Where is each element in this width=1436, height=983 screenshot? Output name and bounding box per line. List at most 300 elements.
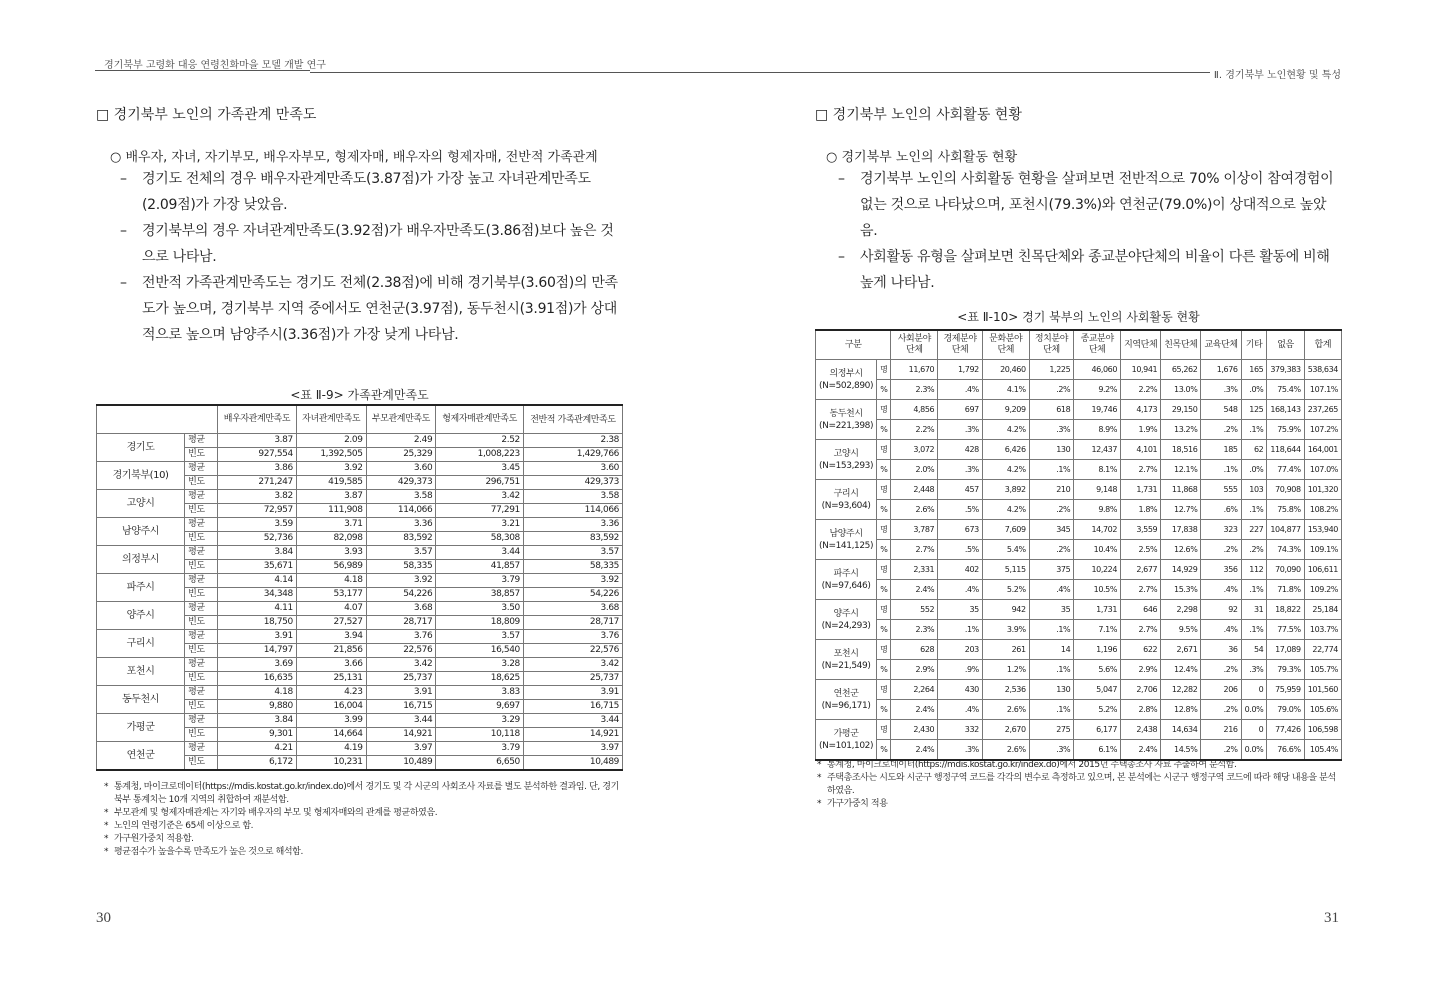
value-cell: 2.7% — [1121, 620, 1161, 640]
value-cell: 28,717 — [523, 616, 622, 630]
left-item-text: 전반적 가족관계만족도는 경기도 전체(2.38점)에 비해 경기북부(3.60점)의 만족도가 높으며, 경기북부 지역 중에서도 연천군(3.97점), 동두천시(3.91점)가 상대적으로 높으며 남양주시(3.36점)가 가장 낮게 나타남. — [142, 275, 618, 343]
value-cell: 261 — [982, 640, 1029, 660]
value-cell: 18,750 — [218, 616, 297, 630]
value-cell: 3.9% — [982, 620, 1029, 640]
col-header: 전반적 가족관계만족도 — [523, 405, 622, 434]
value-cell: 3,072 — [891, 440, 938, 460]
metric-cell: 평균 — [185, 462, 218, 476]
region-n: (N=141,125) — [819, 540, 874, 551]
value-cell: 3.59 — [218, 518, 297, 532]
value-cell: 210 — [1029, 480, 1074, 500]
value-cell: 9,148 — [1074, 480, 1121, 500]
value-cell: 3.76 — [523, 630, 622, 644]
value-cell: 4.07 — [296, 602, 366, 616]
value-cell: 112 — [1241, 560, 1267, 580]
value-cell: 3.44 — [436, 546, 524, 560]
value-cell: 75,959 — [1267, 680, 1304, 700]
value-cell: 103 — [1241, 480, 1267, 500]
region-cell: 양주시 — [97, 602, 185, 630]
region-cell: 가평군 — [97, 714, 185, 742]
value-cell: 14,921 — [523, 728, 622, 742]
value-cell: 2.4% — [891, 580, 938, 600]
value-cell: 20,460 — [982, 360, 1029, 380]
value-cell: 3,892 — [982, 480, 1029, 500]
value-cell: 2,671 — [1161, 640, 1201, 660]
header-rule-left — [95, 70, 310, 71]
region-n: (N=153,293) — [819, 460, 874, 471]
col-header: 형제자매관계만족도 — [436, 405, 524, 434]
value-cell: 65,262 — [1161, 360, 1201, 380]
value-cell: 2.0% — [891, 460, 938, 480]
metric-cell: 빈도 — [185, 504, 218, 518]
region-n: (N=97,646) — [821, 580, 871, 591]
value-cell: 2,677 — [1121, 560, 1161, 580]
col-header: 사회분야 단체 — [891, 330, 938, 360]
value-cell: 323 — [1201, 520, 1241, 540]
table-row — [816, 660, 1342, 680]
value-cell: 3.84 — [218, 546, 297, 560]
value-cell: 2,331 — [891, 560, 938, 580]
value-cell: 3.58 — [523, 490, 622, 504]
page-number-right: 31 — [1324, 910, 1339, 926]
table-row — [816, 360, 1342, 380]
value-cell: .6% — [1201, 500, 1241, 520]
running-header-left: 경기북부 고령화 대응 연령친화마을 모델 개발 연구 — [104, 60, 326, 71]
social-activity-table — [815, 329, 1342, 761]
col-header: 기타 — [1241, 330, 1267, 360]
value-cell: 1,225 — [1029, 360, 1074, 380]
metric-cell: 평균 — [185, 434, 218, 448]
metric-cell: 빈도 — [185, 756, 218, 771]
note: * 평균점수가 높을수록 만족도가 높은 것으로 해석함. — [104, 847, 303, 857]
value-cell: 12,282 — [1161, 680, 1201, 700]
value-cell: 618 — [1029, 400, 1074, 420]
unit-cell: % — [877, 580, 891, 600]
unit-cell: 명 — [877, 640, 891, 660]
value-cell: 1,196 — [1074, 640, 1121, 660]
value-cell: 4.2% — [982, 460, 1029, 480]
value-cell: 54 — [1241, 640, 1267, 660]
col-header: 정치분야 단체 — [1029, 330, 1074, 360]
region-cell: 고양시 — [97, 490, 185, 518]
value-cell: 3.71 — [296, 518, 366, 532]
value-cell: 673 — [938, 520, 983, 540]
value-cell: 5.2% — [1074, 700, 1121, 720]
value-cell: 4.23 — [296, 686, 366, 700]
value-cell: .1% — [1029, 620, 1074, 640]
region-n: (N=221,398) — [819, 420, 874, 431]
value-cell: 58,308 — [436, 532, 524, 546]
value-cell: .2% — [1029, 540, 1074, 560]
value-cell: 25,737 — [523, 672, 622, 686]
region-cell: 포천시 — [97, 658, 185, 686]
region-cell: 남양주시 — [97, 518, 185, 546]
unit-cell: % — [877, 540, 891, 560]
value-cell: 6,172 — [218, 756, 297, 771]
value-cell: 3.97 — [523, 742, 622, 756]
region-name: 파주시 — [833, 568, 859, 579]
value-cell: 22,774 — [1304, 640, 1341, 660]
value-cell: 1.2% — [982, 660, 1029, 680]
value-cell: 3.82 — [218, 490, 297, 504]
right-bullet: ○ 경기북부 노인의 사회활동 현황 — [826, 150, 1018, 165]
region-name: 의정부시 — [829, 368, 863, 379]
value-cell: 29,150 — [1161, 400, 1201, 420]
value-cell: 1,429,766 — [523, 448, 622, 462]
value-cell: 628 — [891, 640, 938, 660]
value-cell: 2.7% — [1121, 580, 1161, 600]
value-cell: 2.49 — [366, 434, 436, 448]
value-cell: 419,585 — [296, 476, 366, 490]
value-cell: 31 — [1241, 600, 1267, 620]
region-n: (N=96,171) — [821, 700, 871, 711]
value-cell: 379,383 — [1267, 360, 1304, 380]
value-cell: 345 — [1029, 520, 1074, 540]
value-cell: .2% — [1201, 660, 1241, 680]
value-cell: 206 — [1201, 680, 1241, 700]
value-cell: 16,540 — [436, 644, 524, 658]
value-cell: 101,560 — [1304, 680, 1341, 700]
value-cell: .2% — [1201, 540, 1241, 560]
value-cell: 2.4% — [891, 700, 938, 720]
value-cell: 71.8% — [1267, 580, 1304, 600]
value-cell: 14,929 — [1161, 560, 1201, 580]
value-cell: 4.1% — [982, 380, 1029, 400]
value-cell: 107.1% — [1304, 380, 1341, 400]
value-cell: 3.79 — [436, 574, 524, 588]
value-cell: 3.93 — [296, 546, 366, 560]
value-cell: 3.83 — [436, 686, 524, 700]
value-cell: 15.3% — [1161, 580, 1201, 600]
value-cell: 4.2% — [982, 420, 1029, 440]
left-item-text: 경기북부의 경우 자녀관계만족도(3.92점)가 배우자만족도(3.86점)보다 높은 것으로 나타남. — [142, 223, 614, 265]
value-cell: 153,940 — [1304, 520, 1341, 540]
value-cell: 9.2% — [1074, 380, 1121, 400]
unit-cell: 명 — [877, 680, 891, 700]
value-cell: 77,426 — [1267, 720, 1304, 740]
value-cell: 375 — [1029, 560, 1074, 580]
table-row — [816, 420, 1342, 440]
value-cell: 58,335 — [366, 560, 436, 574]
value-cell: 5,115 — [982, 560, 1029, 580]
value-cell: .3% — [1241, 660, 1267, 680]
col-header: 친목단체 — [1161, 330, 1201, 360]
value-cell: 105.7% — [1304, 660, 1341, 680]
value-cell: 1.9% — [1121, 420, 1161, 440]
value-cell: 3.91 — [366, 686, 436, 700]
value-cell: 6,650 — [436, 756, 524, 771]
value-cell: 3.60 — [366, 462, 436, 476]
value-cell: 3.29 — [436, 714, 524, 728]
region-n: (N=93,604) — [821, 500, 871, 511]
value-cell: .2% — [1029, 500, 1074, 520]
value-cell: .1% — [1241, 420, 1267, 440]
value-cell: 457 — [938, 480, 983, 500]
value-cell: 1,792 — [938, 360, 983, 380]
right-item-text: 경기북부 노인의 사회활동 현황을 살펴보면 전반적으로 70% 이상이 참여경험이 없는 것으로 나타났으며, 포천시(79.3%)와 연천군(79.0%)이 상대적으로 높았음. — [860, 171, 1334, 239]
col-header: 구분 — [816, 330, 891, 360]
left-section-title: □ 경기북부 노인의 가족관계 만족도 — [96, 107, 317, 123]
value-cell: 109.2% — [1304, 580, 1341, 600]
value-cell: .4% — [1029, 580, 1074, 600]
value-cell: 3.92 — [523, 574, 622, 588]
metric-cell: 빈도 — [185, 728, 218, 742]
metric-cell: 빈도 — [185, 672, 218, 686]
metric-cell: 평균 — [185, 518, 218, 532]
value-cell: 12.6% — [1161, 540, 1201, 560]
value-cell: 3,787 — [891, 520, 938, 540]
value-cell: .4% — [1201, 580, 1241, 600]
right-items — [838, 166, 1343, 296]
value-cell: .1% — [1029, 460, 1074, 480]
value-cell: 622 — [1121, 640, 1161, 660]
value-cell: 3.60 — [523, 462, 622, 476]
unit-cell: % — [877, 420, 891, 440]
region-name: 가평군 — [833, 728, 859, 739]
value-cell: 428 — [938, 440, 983, 460]
value-cell: 11,868 — [1161, 480, 1201, 500]
value-cell: 3.42 — [436, 490, 524, 504]
value-cell: 3.57 — [523, 546, 622, 560]
value-cell: 697 — [938, 400, 983, 420]
table-row — [97, 434, 623, 448]
unit-cell: % — [877, 460, 891, 480]
value-cell: 18,516 — [1161, 440, 1201, 460]
value-cell: 25,329 — [366, 448, 436, 462]
region-n: (N=21,549) — [821, 660, 871, 671]
unit-cell: % — [877, 500, 891, 520]
value-cell: 3.50 — [436, 602, 524, 616]
value-cell: 0 — [1241, 680, 1267, 700]
value-cell: 3.21 — [436, 518, 524, 532]
value-cell: 8.9% — [1074, 420, 1121, 440]
table-row — [816, 640, 1342, 660]
col-header: 교육단체 — [1201, 330, 1241, 360]
value-cell: 16,635 — [218, 672, 297, 686]
value-cell: 9.5% — [1161, 620, 1201, 640]
value-cell: 3.91 — [218, 630, 297, 644]
col-header: 없음 — [1267, 330, 1304, 360]
value-cell: 356 — [1201, 560, 1241, 580]
value-cell: 12.1% — [1161, 460, 1201, 480]
table-row — [97, 630, 623, 644]
value-cell: 14,664 — [296, 728, 366, 742]
value-cell: 27,527 — [296, 616, 366, 630]
value-cell: .4% — [938, 580, 983, 600]
col-header: 합계 — [1304, 330, 1341, 360]
value-cell: 35,671 — [218, 560, 297, 574]
left-notes — [104, 781, 624, 859]
value-cell: 17,838 — [1161, 520, 1201, 540]
value-cell: 79.3% — [1267, 660, 1304, 680]
value-cell: 70,090 — [1267, 560, 1304, 580]
value-cell: .1% — [1029, 700, 1074, 720]
unit-cell: 명 — [877, 600, 891, 620]
value-cell: 34,348 — [218, 588, 297, 602]
value-cell: 72,957 — [218, 504, 297, 518]
value-cell: 54,226 — [523, 588, 622, 602]
value-cell: 2.4% — [891, 740, 938, 761]
value-cell: 2.8% — [1121, 700, 1161, 720]
value-cell: 12.4% — [1161, 660, 1201, 680]
value-cell: .0% — [1241, 380, 1267, 400]
table-row — [97, 574, 623, 588]
value-cell: .5% — [938, 500, 983, 520]
region-name: 포천시 — [833, 648, 859, 659]
region-cell — [816, 400, 877, 440]
value-cell: 125 — [1241, 400, 1267, 420]
value-cell: 92 — [1201, 600, 1241, 620]
right-item: – 사회활동 유형을 살펴보면 친목단체와 종교분야단체의 비율이 다른 활동에 비해 높게 나타남. — [838, 249, 1330, 291]
value-cell: 2,536 — [982, 680, 1029, 700]
table-row — [97, 686, 623, 700]
value-cell: 296,751 — [436, 476, 524, 490]
left-item: – 경기도 전체의 경우 배우자관계만족도(3.87점)가 가장 높고 자녀관계만족도(2.09점)가 가장 낮았음. — [120, 171, 591, 213]
right-notes — [817, 759, 1342, 811]
value-cell: 9,209 — [982, 400, 1029, 420]
value-cell: 108.2% — [1304, 500, 1341, 520]
col-header: 부모관계만족도 — [366, 405, 436, 434]
table-row — [816, 380, 1342, 400]
value-cell: 75.9% — [1267, 420, 1304, 440]
note: * 주택총조사는 시도와 시군구 행정구역 코드를 각각의 변수로 측정하고 있으며, 본 분석에는 시군구 행정구역 코드에 따라 해당 내용을 분석하였음. — [817, 773, 1336, 796]
running-header-right: Ⅱ. 경기북부 노인현황 및 특성 — [1213, 70, 1341, 81]
value-cell: 106,611 — [1304, 560, 1341, 580]
value-cell: 8.1% — [1074, 460, 1121, 480]
value-cell: 13.2% — [1161, 420, 1201, 440]
value-cell: 106,598 — [1304, 720, 1341, 740]
note: * 부모관계 및 형제자매관계는 자기와 배우자의 부모 및 형제자매와의 관계를 평균하였음. — [104, 808, 438, 818]
metric-cell: 빈도 — [185, 560, 218, 574]
value-cell: 3.44 — [366, 714, 436, 728]
region-name: 남양주시 — [829, 528, 863, 539]
value-cell: 3,559 — [1121, 520, 1161, 540]
value-cell: 107.0% — [1304, 460, 1341, 480]
unit-cell: % — [877, 620, 891, 640]
value-cell: 5.4% — [982, 540, 1029, 560]
value-cell: 53,177 — [296, 588, 366, 602]
value-cell: 165 — [1241, 360, 1267, 380]
page-number-left: 30 — [96, 910, 111, 926]
value-cell: 3.57 — [436, 630, 524, 644]
value-cell: 2.09 — [296, 434, 366, 448]
value-cell: 105.4% — [1304, 740, 1341, 761]
value-cell: 9,301 — [218, 728, 297, 742]
unit-cell: % — [877, 740, 891, 761]
value-cell: 25,131 — [296, 672, 366, 686]
value-cell: 12,437 — [1074, 440, 1121, 460]
value-cell: 14,634 — [1161, 720, 1201, 740]
value-cell: 105.6% — [1304, 700, 1341, 720]
col-header: 경제분야 단체 — [938, 330, 983, 360]
note-text: 주택총조사는 시도와 시군구 행정구역 코드를 각각의 변수로 측정하고 있으며, 본 분석에는 시군구 행정구역 코드에 따라 해당 내용을 분석하였음. — [827, 773, 1336, 796]
value-cell: 12.8% — [1161, 700, 1201, 720]
value-cell: 1,392,505 — [296, 448, 366, 462]
value-cell: 82,098 — [296, 532, 366, 546]
value-cell: .4% — [938, 380, 983, 400]
value-cell: 402 — [938, 560, 983, 580]
note: * 통계청, 마이크로데이터(https://mdis.kostat.go.kr/index.do)에서 2015년 주택총조사 자료 추출하여 분석함. — [817, 760, 1237, 770]
value-cell: 4,856 — [891, 400, 938, 420]
value-cell: 5.2% — [982, 580, 1029, 600]
table-row — [97, 714, 623, 728]
value-cell: 2,448 — [891, 480, 938, 500]
table-row — [816, 500, 1342, 520]
value-cell: 1,731 — [1121, 480, 1161, 500]
value-cell: 927,554 — [218, 448, 297, 462]
value-cell: 3.69 — [218, 658, 297, 672]
value-cell: 4.21 — [218, 742, 297, 756]
value-cell: .5% — [938, 540, 983, 560]
col-header: 종교분야 단체 — [1074, 330, 1121, 360]
value-cell: 18,625 — [436, 672, 524, 686]
value-cell: 2.38 — [523, 434, 622, 448]
value-cell: 19,746 — [1074, 400, 1121, 420]
value-cell: 76.6% — [1267, 740, 1304, 761]
value-cell: .1% — [1029, 660, 1074, 680]
table-row — [816, 580, 1342, 600]
value-cell: 0 — [1241, 720, 1267, 740]
value-cell: 548 — [1201, 400, 1241, 420]
value-cell: 2.6% — [982, 740, 1029, 761]
value-cell: 3.44 — [523, 714, 622, 728]
value-cell: 3.92 — [296, 462, 366, 476]
value-cell: 429,373 — [523, 476, 622, 490]
value-cell: 130 — [1029, 680, 1074, 700]
value-cell: 13.0% — [1161, 380, 1201, 400]
value-cell: 10,941 — [1121, 360, 1161, 380]
table-row — [816, 720, 1342, 740]
metric-cell: 빈도 — [185, 532, 218, 546]
value-cell: .0% — [1241, 460, 1267, 480]
value-cell: 3.42 — [523, 658, 622, 672]
value-cell: 18,822 — [1267, 600, 1304, 620]
table-row — [816, 620, 1342, 640]
value-cell: 3.94 — [296, 630, 366, 644]
value-cell: .2% — [1241, 540, 1267, 560]
table-row — [816, 700, 1342, 720]
value-cell: 2.5% — [1121, 540, 1161, 560]
value-cell: .9% — [938, 660, 983, 680]
region-cell — [816, 600, 877, 640]
value-cell: 2.3% — [891, 620, 938, 640]
unit-cell: 명 — [877, 480, 891, 500]
value-cell: 2.3% — [891, 380, 938, 400]
value-cell: 101,320 — [1304, 480, 1341, 500]
unit-cell: 명 — [877, 520, 891, 540]
table-row — [97, 462, 623, 476]
region-cell — [816, 720, 877, 761]
table-row — [97, 602, 623, 616]
value-cell: 111,908 — [296, 504, 366, 518]
note-text: 가구가중치 적용 — [827, 799, 888, 809]
value-cell: 3.68 — [523, 602, 622, 616]
value-cell: 17,089 — [1267, 640, 1304, 660]
value-cell: 3.42 — [366, 658, 436, 672]
value-cell: 3.92 — [366, 574, 436, 588]
metric-cell: 평균 — [185, 742, 218, 756]
value-cell: 3.86 — [218, 462, 297, 476]
metric-cell: 빈도 — [185, 448, 218, 462]
value-cell: 83,592 — [523, 532, 622, 546]
value-cell: 4.18 — [218, 686, 297, 700]
value-cell: 14 — [1029, 640, 1074, 660]
value-cell: 1,008,223 — [436, 448, 524, 462]
region-cell — [816, 480, 877, 520]
unit-cell: % — [877, 700, 891, 720]
value-cell: 10,224 — [1074, 560, 1121, 580]
table-row — [816, 740, 1342, 761]
